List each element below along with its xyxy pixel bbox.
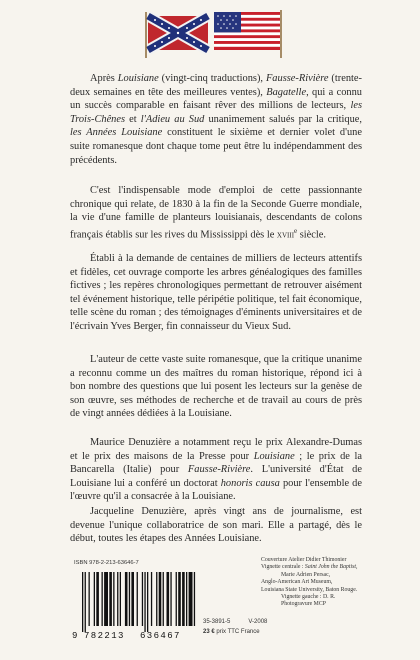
confederate-flag-icon [146, 12, 208, 58]
barcode-bar [85, 572, 86, 632]
credits-block [261, 557, 391, 609]
barcode-bar [151, 572, 152, 626]
price-suffix: prix TTC France [214, 629, 260, 635]
barcode-bar [137, 572, 138, 626]
barcode-bar [120, 572, 121, 626]
paragraph-contents: Établi à la demande de centaines de milliers de lecteurs attentifs et fidèles, cet ouvrage comporte les arbres généalogiques des familles fictives ; les repères chronologiques permettant de retrouver aisément tel événement historique, telle péripétie politique, tel fait économique, telle scène du roman ; des témoignages d'éminents universitaires et de l'écrivain Yves Berger, fin connaisseur du Vieux Sud. [70, 253, 362, 332]
paragraph-collaborator: Jacqueline Denuzière, après vingt ans de journalisme, est devenue l'unique collaboratrice de son mari. Elle a partagé, dès le début, toutes les étapes des Années Louisiane. [70, 506, 362, 545]
version-code: V-2008 [248, 619, 268, 625]
usa-flag-icon [214, 10, 281, 58]
barcode-bar [182, 572, 185, 626]
barcode-bar [189, 572, 193, 626]
barcode-bar [82, 572, 83, 632]
barcode-bar [186, 572, 187, 626]
barcode-bar [167, 572, 170, 626]
barcode-bar [109, 572, 112, 626]
barcode-bar [89, 572, 90, 626]
barcode-bar [144, 572, 145, 632]
credit-central-vignette: Vignette centrale : Saint John the Baptist, [261, 564, 358, 571]
barcode-bar [159, 572, 162, 626]
barcode-digit-first: 9 [72, 631, 78, 640]
price-line [203, 629, 260, 635]
barcode-bar [176, 572, 177, 626]
price-value: 23 € [203, 629, 215, 635]
barcode-bar [156, 572, 157, 626]
barcode-bar [163, 572, 164, 626]
barcode-digits-left: 782213 [84, 631, 125, 640]
credit-photogravure: Photogravure MCP [281, 601, 326, 608]
barcode-bar [142, 572, 143, 626]
credit-university: Louisiana State University, Baton Rouge. [261, 586, 358, 593]
credit-museum: Anglo-American Art Museum, [261, 579, 333, 586]
barcode-bar [96, 572, 99, 626]
credit-artist: Marie Adrien Persac, [281, 571, 331, 578]
barcode-bar [104, 572, 108, 626]
credit-left-vignette: Vignette gauche : D. R. [281, 594, 336, 601]
barcode-bar [94, 572, 95, 626]
barcode-bar [125, 572, 128, 626]
barcode-bars [82, 572, 195, 632]
crossed-flags-icon [140, 6, 286, 60]
reference-code: 35-3891-5 [203, 619, 231, 625]
barcode-bar [194, 572, 195, 626]
barcode-bar [170, 572, 171, 626]
barcode-bar [113, 572, 114, 626]
paragraph-chronicle: C'est l'indispensable mode d'emploi de cette passionnante chronique qui relate, de 1830 à la fin de la Seconde Guerre mondiale, la vie d'une famille de planteurs louisianais, descendants de colons français établis sur les rives du Mississippi dès le xviii$^e$ siècle. [70, 185, 362, 241]
barcode-icon [70, 570, 198, 640]
isbn-label: ISBN 978-2-213-63646-7 [74, 560, 139, 566]
barcode-bar [102, 572, 103, 626]
barcode-bar [117, 572, 118, 626]
barcode-bar [131, 572, 134, 626]
credit-cover: Couverture Atelier Didier Thimonier [261, 557, 347, 563]
paragraph-author: L'auteur de cette vaste suite romanesque, que la critique unanime a reconnu comme un des maîtres du roman historique, répond ici à bon nombre des questions que lui posent les lecteurs sur la genèse de son œuvre, ses méthodes de recherche et de travail au cours de près de vingt années dédiées à la Louisiane. [70, 354, 362, 420]
paragraph-awards: Maurice Denuzière a notamment reçu le prix Alexandre-Dumas et le prix des maisons de la Presse pour Louisiane ; le prix de la Bancarella (Italie) pour Fausse-Rivière. L'université d'État de Louisiane lui a conféré un doctorat honoris causa pour l'ensemble de l'œuvre qu'il a consacrée à la Louisiane. [70, 437, 362, 503]
barcode-bar [147, 572, 148, 632]
barcode-bar [129, 572, 130, 626]
barcode-bar [178, 572, 181, 626]
paragraph-series-intro: Après Louisiane (vingt-cinq traductions), Fausse-Rivière (trente-deux semaines en tête des meilleures ventes), Bagatelle, qui a connu un succès comparable en faisant rêver des millions de lecteurs, les Trois-Chênes et l'Adieu au Sud unanimement salués par la critique, les Années Louisiane constituent le sixième et dernier volet d'une suite romanesque dont chaque tome peut être lu indépendamment des précédents. [70, 73, 362, 166]
reference-code-line [203, 619, 285, 625]
barcode-digits-right: 636467 [140, 631, 181, 640]
